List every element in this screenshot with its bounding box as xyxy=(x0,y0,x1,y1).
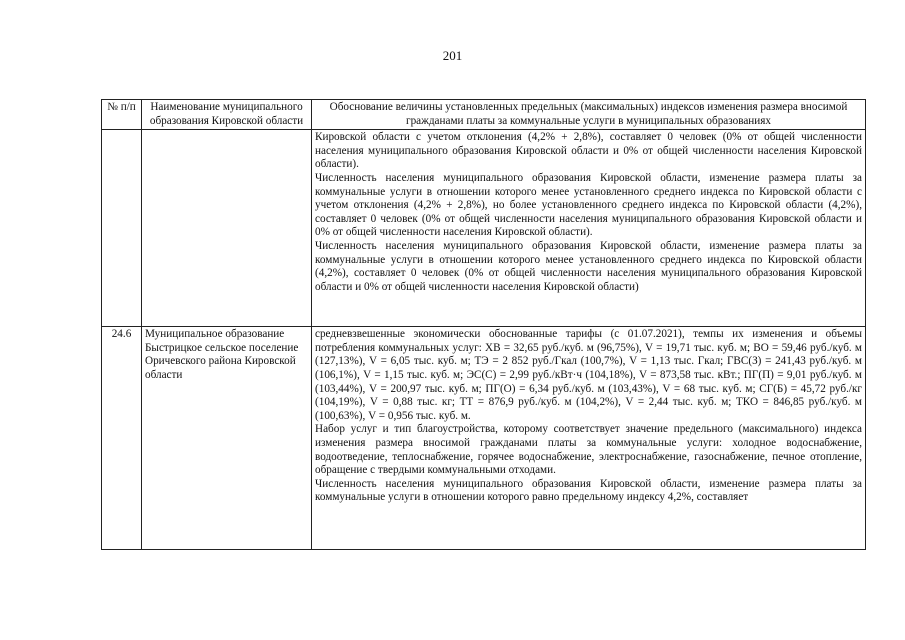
row-number: 24.6 xyxy=(102,327,142,550)
header-number: № п/п xyxy=(102,100,142,130)
paragraph: Численность населения муниципального образования Кировской области, изменение размера платы за коммунальные услуги в отношении которого менее установленного среднего индекса по Кировской области с учетом отклонения (4,2% + 2,8%), но более установленного среднего индекса по Кировской области (4,2%), составляет 0 человек (0% от общей численности населения муниципального образования Кировской области и 0% от общей численности населения Кировской области). xyxy=(315,171,862,239)
paragraph: Кировской области с учетом отклонения (4,2% + 2,8%), составляет 0 человек (0% от общей численности населения муниципального образования Кировской области и 0% от общей численности населения Кировской области). xyxy=(315,131,862,171)
row-number xyxy=(102,130,142,327)
paragraph: средневзвешенные экономически обоснованные тарифы (с 01.07.2021), темпы их изменения и объемы потребления коммунальных услуг: ХВ = 32,65 руб./куб. м (96,75%), V = 19,71 тыс. куб. м; ВО = 59,46 руб./куб. м (127,13%), V = 6,05 тыс. куб. м; ТЭ = 2 852 руб./Гкал (100,7%), V = 1,13 тыс. Гкал; ГВС(З) = 241,43 руб./куб. м (106,1%), V = 1,15 тыс. куб. м; ЭС(С) = 2,99 руб./кВт·ч (104,18%), V = 873,58 тыс. кВт.; ПГ(П) = 9,01 руб./куб. м (103,44%), V = 200,97 тыс. куб. м; ПГ(О) = 6,34 руб./куб. м (103,43%), V = 68 тыс. куб. м; СГ(Б) = 45,72 руб./кг (104,19%), V = 0,88 тыс. кг; ТТ = 876,9 руб./куб. м (104,2%), V = 2,44 тыс. куб. м; ТКО = 846,85 руб./куб. м (100,63%), V = 0,956 тыс. куб. м. xyxy=(315,328,862,422)
row-justification xyxy=(312,130,866,327)
table-row xyxy=(102,130,866,327)
page-number: 201 xyxy=(442,48,463,63)
paragraph: Набор услуг и тип благоустройства, которому соответствует значение предельного (максимального) индекса изменения размера вносимой гражданами платы за коммунальные услуги: холодное водоснабжение, водоотведение, теплоснабжение, горячее водоснабжение, электроснабжение, газоснабжение, печное отопление, обращение с твердыми коммунальными отходами. xyxy=(315,423,862,477)
row-municipality xyxy=(142,130,312,327)
header-municipality: Наименование муниципального образования Кировской области xyxy=(142,100,312,130)
row-municipality: Муниципальное образование Быстрицкое сельское поселение Оричевского района Кировской области xyxy=(142,327,312,550)
row-justification xyxy=(312,327,866,550)
paragraph: Численность населения муниципального образования Кировской области, изменение размера платы за коммунальные услуги в отношении которого равно предельному индексу 4,2%, составляет xyxy=(315,477,862,504)
table-row xyxy=(102,327,866,550)
table-header-row xyxy=(102,100,866,130)
paragraph: Численность населения муниципального образования Кировской области, изменение размера платы за коммунальные услуги в отношении которого менее установленного среднего индекса по Кировской области (4,2%), составляет 0 человек (0% от общей численности населения муниципального образования Кировской области и 0% от общей численности населения Кировской области) xyxy=(315,239,862,293)
justification-table xyxy=(101,99,866,550)
header-justification: Обоснование величины установленных предельных (максимальных) индексов изменения размера вносимой гражданами платы за коммунальные услуги в муниципальных образованиях xyxy=(312,100,866,130)
